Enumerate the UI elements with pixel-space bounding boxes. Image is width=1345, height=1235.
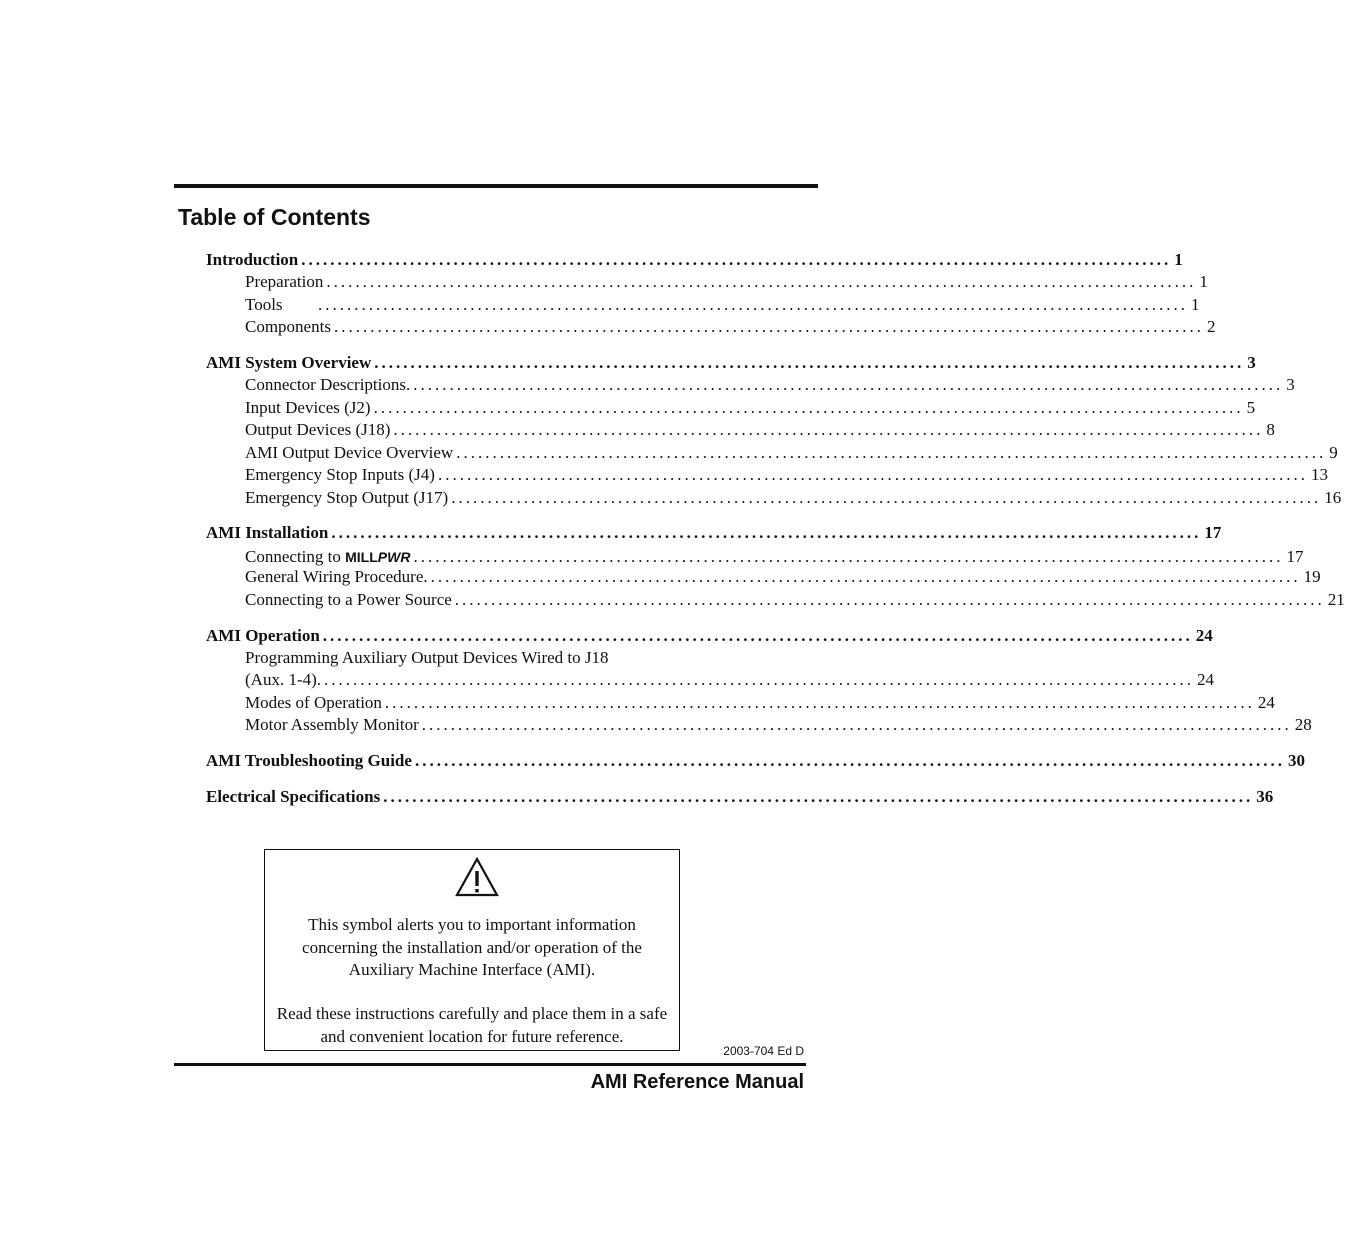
toc-page: 8 [1266,420,1275,439]
toc-entry-programming-aux[interactable] [245,669,1215,691]
toc-entry-power-source[interactable] [245,589,1345,611]
toc-label: Connecting to a Power Source [245,590,452,609]
toc-label: Components [245,317,331,336]
leader-dots: ........................................................................................................................ [414,751,1285,770]
toc-page: 19 [1303,567,1321,586]
leader-dots: ........................................................................................................................ [374,353,1245,372]
toc-entry-electrical-specifications[interactable] [206,786,1274,808]
safety-notice-box [264,849,680,1051]
toc-page: 24 [1257,693,1275,712]
toc-label: Motor Assembly Monitor [245,715,419,734]
toc-label-line1: Programming Auxiliary Output Devices Wired to J18 [245,648,609,667]
toc-page: 17 [1286,547,1304,566]
toc-label: General Wiring Procedure. [245,567,428,586]
toc-entry-output-device-overview[interactable] [245,442,1338,464]
toc-entry-troubleshooting[interactable] [206,750,1305,772]
toc-entry-ami-system-overview[interactable] [206,352,1256,374]
toc-page: 2 [1206,317,1216,336]
leader-dots: ........................................................................................................................ [322,626,1193,645]
leader-dots: ........................................................................................................................ [430,567,1301,586]
toc-entry-components[interactable] [245,316,1216,338]
toc-page: 17 [1204,523,1222,542]
leader-dots: ........................................................................................................................ [384,693,1255,712]
leader-dots: ........................................................................................................................ [331,523,1202,542]
toc-label: AMI Troubleshooting Guide [206,751,412,770]
toc-page: 5 [1246,398,1256,417]
leader-dots: ........................................................................................................................ [383,787,1254,806]
toc-page: 36 [1256,787,1274,806]
toc-page: 1 [1174,250,1183,269]
leader-dots: ........................................................................................................................ [333,317,1204,336]
toc-label: Output Devices (J18) [245,420,391,439]
toc-entry-ami-operation[interactable] [206,625,1213,647]
toc-entry-general-wiring[interactable] [245,566,1321,588]
top-rule [174,184,818,188]
toc-entry-motor-assembly-monitor[interactable] [245,714,1312,736]
document-code: 2003-704 Ed D [723,1044,804,1058]
toc-entry-introduction[interactable] [206,249,1183,271]
manual-title: AMI Reference Manual [590,1071,804,1093]
toc-label: Emergency Stop Output (J17) [245,488,449,507]
toc-label: AMI Operation [206,626,320,645]
bottom-rule [174,1063,806,1066]
toc-entry-preparation[interactable] [245,271,1208,293]
toc-label: Emergency Stop Inputs (J4) [245,465,435,484]
leader-dots: ........................................................................................................................ [318,295,1188,314]
leader-dots: ........................................................................................................................ [393,420,1264,439]
toc-page: 24 [1195,626,1213,645]
toc-label: Preparation [245,272,324,291]
toc-label: Connector Descriptions. [245,375,411,394]
toc-page: 1 [1199,272,1208,291]
toc-label: Tools [245,295,283,314]
toc-page: 24 [1197,670,1215,689]
leader-dots: ........................................................................................................................ [454,590,1325,609]
leader-dots: ........................................................................................................................ [413,375,1284,394]
page-title: Table of Contents [178,204,371,230]
toc-label: Introduction [206,250,299,269]
toc-label: Modes of Operation [245,693,382,712]
notice-text-symbol: This symbol alerts you to important information concerning the installation and/or operation of the Auxiliary Machine Interface (AMI). [302,915,642,979]
leader-dots: ........................................................................................................................ [326,272,1197,291]
toc-entry-emergency-stop-output[interactable] [245,487,1342,509]
toc-entry-connector-descriptions[interactable] [245,374,1295,396]
toc-page: 9 [1329,443,1338,462]
toc-entry-tools[interactable] [245,294,1200,316]
toc-entry-connecting-to-millpwr[interactable] [245,546,1304,568]
toc-entry-ami-installation[interactable] [206,522,1222,544]
toc-entry-output-devices[interactable] [245,419,1275,441]
leader-dots: ........................................................................................................................ [324,670,1195,689]
leader-dots: ........................................................................................................................ [437,465,1308,484]
toc-entry-emergency-stop-inputs[interactable] [245,464,1328,486]
toc-page: 3 [1286,375,1295,394]
leader-dots: ........................................................................................................................ [373,398,1244,417]
toc-page: 21 [1327,590,1345,609]
leader-dots: ........................................................................................................................ [301,250,1172,269]
leader-dots: ........................................................................................................................ [421,715,1292,734]
leader-dots: ........................................................................................................................ [413,547,1284,566]
toc-entry-input-devices[interactable] [245,397,1256,419]
toc-page: 1 [1191,295,1200,314]
toc-entry-modes-of-operation[interactable] [245,692,1275,714]
toc-label: Input Devices (J2) [245,398,371,417]
toc-label: (Aux. 1-4). [245,670,322,689]
toc-page: 3 [1247,353,1256,372]
toc-label: AMI Output Device Overview [245,443,454,462]
toc-page: 28 [1294,715,1312,734]
toc-label: AMI System Overview [206,353,372,372]
leader-dots: ........................................................................................................................ [456,443,1327,462]
toc-label: Electrical Specifications [206,787,381,806]
leader-dots: ........................................................................................................................ [451,488,1322,507]
notice-text-instructions: Read these instructions carefully and place them in a safe and convenient location for future reference. [276,1004,668,1046]
toc-label: AMI Installation [206,523,329,542]
toc-label: Connecting to MILLPWR [245,547,411,566]
toc-page: 13 [1310,465,1328,484]
warning-triangle-icon [455,856,499,898]
toc-page: 30 [1287,751,1305,770]
millpwr-brand: MILLPWR [345,549,411,565]
toc-page: 16 [1324,488,1342,507]
